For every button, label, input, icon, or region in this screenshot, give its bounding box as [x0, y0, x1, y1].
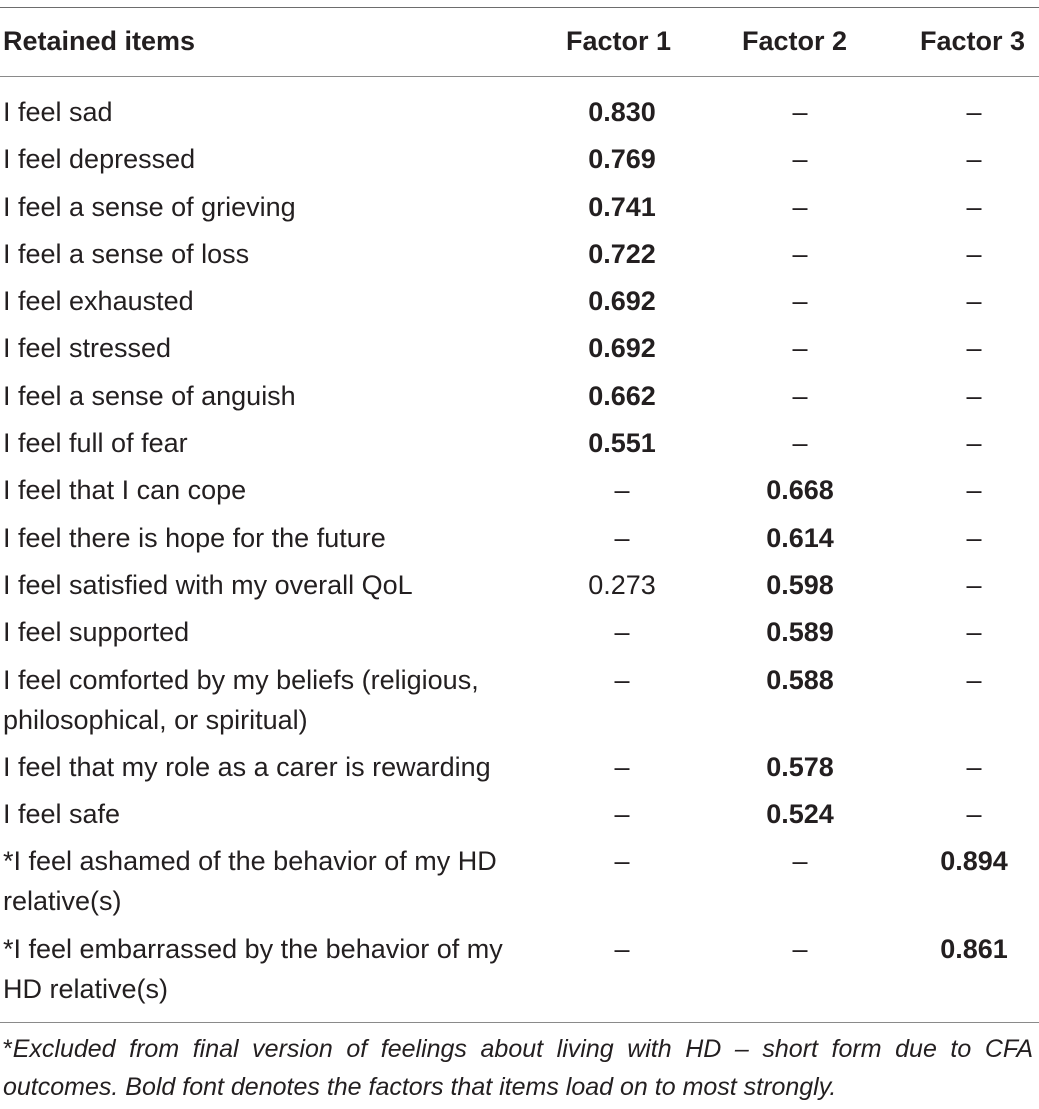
factor-1-loading: – [614, 751, 630, 782]
factor-1-loading: 0.830 [588, 97, 656, 127]
factor-3-loading: – [966, 799, 982, 830]
factor-3-loading: – [966, 569, 982, 600]
table-row [0, 743, 1039, 790]
factor-1-loading: – [614, 799, 630, 830]
item-label: I feel comforted by my beliefs (religious, philosophical, or spiritual) [3, 664, 479, 735]
table-header [0, 20, 1039, 64]
factor-1-loading: 0.722 [588, 238, 656, 269]
factor-2-loading: 0.598 [766, 569, 834, 600]
table-row [0, 561, 1039, 608]
factor-2-loading: – [792, 380, 808, 411]
footnote-asterisk: * [3, 1035, 13, 1063]
table-row [0, 656, 1039, 743]
factor-3-loading: – [966, 475, 982, 506]
item-label: I feel a sense of anguish [3, 380, 296, 411]
factor-2-loading: – [792, 846, 808, 877]
factor-3-loading: – [966, 380, 982, 411]
factor-1-loading: – [614, 933, 630, 964]
factor-3-loading: – [966, 333, 982, 364]
item-label: I feel a sense of grieving [3, 191, 296, 222]
header-rule [0, 76, 1039, 77]
factor-2-loading: – [792, 97, 808, 127]
factor-3-loading: – [966, 664, 982, 695]
factor-3-loading: – [966, 617, 982, 648]
factor-1-loading: 0.769 [588, 144, 656, 175]
table-row [0, 88, 1039, 135]
item-label: *I feel embarrassed by the behavior of my HD relative(s) [3, 933, 503, 1004]
factor-2-loading: – [792, 933, 808, 964]
item-label: I feel safe [3, 799, 121, 830]
factor-2-loading: 0.578 [766, 751, 834, 782]
factor-1-loading: 0.551 [588, 428, 656, 459]
factor-3-loading: – [966, 191, 982, 222]
top-rule [0, 7, 1039, 8]
factor-2-loading: 0.668 [766, 475, 834, 506]
table-footnote [3, 1030, 1033, 1106]
header-factor-1: Factor 1 [566, 26, 672, 56]
footnote-text: Excluded from final version of feelings about living with HD – short form due to CFA outcomes. Bold font denotes the factors that items load on to most strongly. [3, 1035, 1033, 1101]
factor-2-loading: – [792, 144, 808, 175]
item-label: I feel depressed [3, 144, 196, 175]
item-label: I feel full of fear [3, 428, 188, 459]
item-label: I feel satisfied with my overall QoL [3, 569, 413, 600]
factor-2-loading: – [792, 286, 808, 317]
item-label: I feel that my role as a carer is rewarding [3, 751, 491, 782]
bottom-rule [0, 1022, 1039, 1023]
item-label: I feel that I can cope [3, 475, 247, 506]
header-factor-2: Factor 2 [742, 26, 848, 56]
factor-3-loading: – [966, 144, 982, 175]
factor-2-loading: – [792, 428, 808, 459]
table-row [0, 230, 1039, 277]
table-row [0, 277, 1039, 324]
factor-1-loading: 0.741 [588, 191, 656, 222]
table-row [0, 925, 1039, 1012]
factor-2-loading: 0.614 [766, 522, 834, 553]
header-factor-3: Factor 3 [920, 26, 1026, 56]
table-row [0, 466, 1039, 513]
factor-3-loading: – [966, 428, 982, 459]
table-row [0, 837, 1039, 924]
item-label: I feel exhausted [3, 286, 194, 317]
item-label: I feel there is hope for the future [3, 522, 386, 553]
item-label: I feel a sense of loss [3, 238, 250, 269]
factor-3-loading: – [966, 238, 982, 269]
table-body [0, 88, 1039, 1012]
table-row [0, 514, 1039, 561]
table-row [0, 372, 1039, 419]
table-row [0, 324, 1039, 371]
factor-1-loading: – [614, 846, 630, 877]
factor-1-loading: – [614, 475, 630, 506]
item-label: I feel stressed [3, 333, 172, 364]
factor-3-loading: 0.894 [940, 846, 1008, 877]
table-row [0, 183, 1039, 230]
factor-3-loading: – [966, 286, 982, 317]
factor-1-loading: – [614, 522, 630, 553]
factor-3-loading: 0.861 [940, 933, 1008, 964]
factor-2-loading: – [792, 333, 808, 364]
factor-2-loading: – [792, 191, 808, 222]
factor-1-loading: 0.692 [588, 333, 656, 364]
factor-3-loading: – [966, 751, 982, 782]
table-row [0, 790, 1039, 837]
table-row [0, 135, 1039, 182]
item-label: I feel supported [3, 617, 190, 648]
table-row [0, 419, 1039, 466]
factor-2-loading: – [792, 238, 808, 269]
factor-1-loading: – [614, 664, 630, 695]
factor-1-loading: 0.273 [588, 569, 656, 600]
header-retained-items: Retained items [3, 26, 196, 56]
factor-2-loading: 0.589 [766, 617, 834, 648]
factor-1-loading: 0.692 [588, 286, 656, 317]
factor-3-loading: – [966, 522, 982, 553]
table-row [0, 608, 1039, 655]
factor-2-loading: 0.524 [766, 799, 834, 830]
factor-2-loading: 0.588 [766, 664, 834, 695]
item-label: *I feel ashamed of the behavior of my HD relative(s) [3, 846, 497, 917]
factor-1-loading: – [614, 617, 630, 648]
factor-1-loading: 0.662 [588, 380, 656, 411]
item-label: I feel sad [3, 97, 113, 127]
factor-3-loading: – [966, 97, 982, 127]
